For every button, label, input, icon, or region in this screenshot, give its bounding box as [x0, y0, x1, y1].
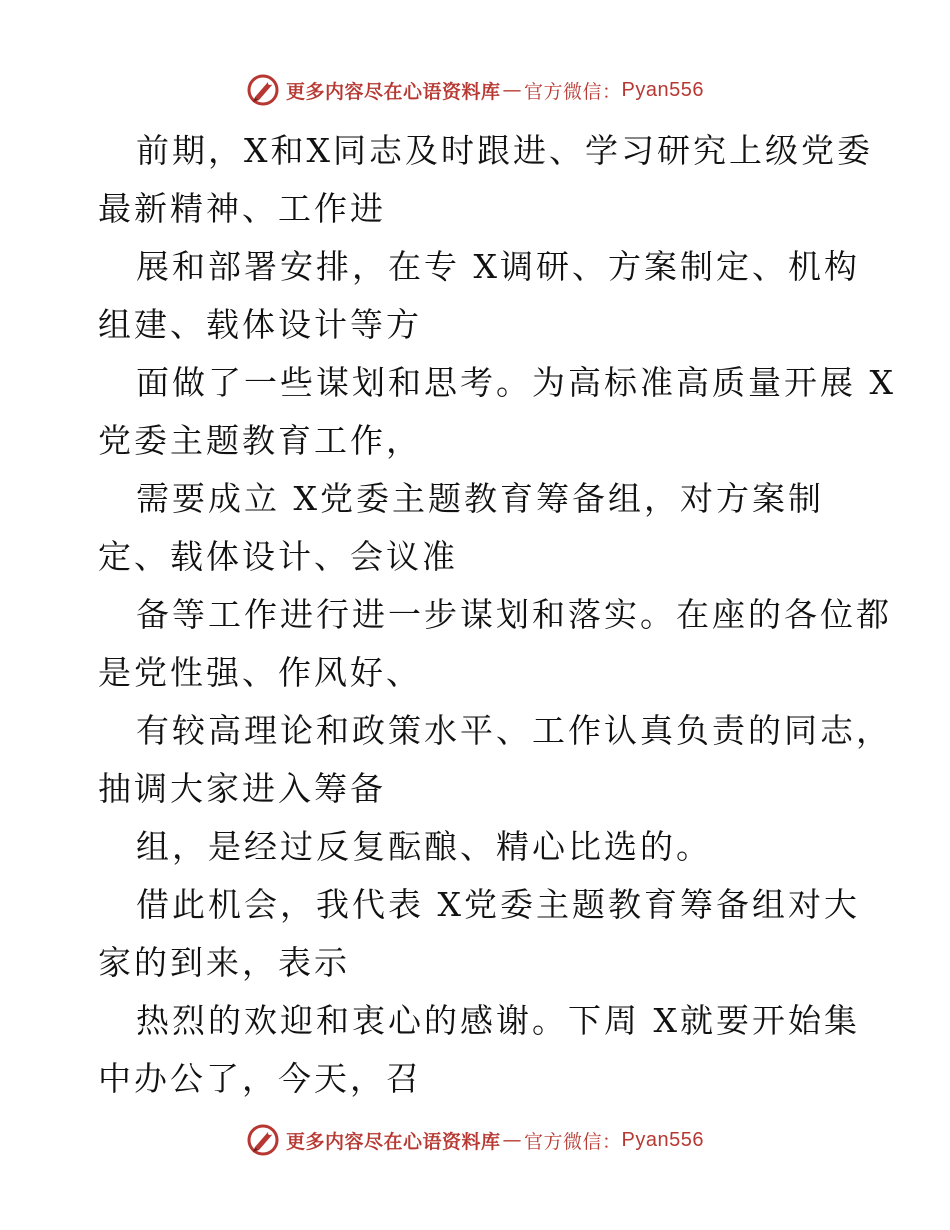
document-body: [98, 122, 896, 1108]
paragraph-line: 定、载体设计、会议准: [98, 537, 458, 576]
header-watermark-dash: —: [502, 79, 523, 101]
paragraph-line: 前期，X和X同志及时跟进、学习研究上级党委: [136, 131, 873, 170]
footer-watermark-id: Pyan556: [621, 1128, 704, 1151]
paragraph-line: 家的到来，表示: [98, 943, 350, 982]
header-watermark-id: Pyan556: [621, 78, 704, 101]
header-watermark-official: 官方微信：: [524, 80, 622, 103]
paragraph-line: 借此机会，我代表 X党委主题教育筹备组对大: [136, 885, 860, 924]
footer-watermark-official: 官方微信：: [524, 1130, 622, 1153]
paragraph-line: 是党性强、作风好、: [98, 653, 422, 692]
header-watermark-main: 更多内容尽在心语资料库: [286, 80, 501, 103]
paragraph-line: 组建、载体设计等方: [98, 305, 422, 344]
paragraph-line: 需要成立 X党委主题教育筹备组，对方案制: [136, 479, 824, 518]
paragraph-line: 有较高理论和政策水平、工作认真负责的同志，: [136, 711, 892, 750]
paragraph-line: 展和部署安排，在专 X调研、方案制定、机构: [136, 247, 860, 286]
paragraph-line: 党委主题教育工作，: [98, 421, 422, 460]
paragraph-line: 备等工作进行进一步谋划和落实。在座的各位都: [136, 595, 892, 634]
pen-logo-icon: [246, 73, 280, 107]
paragraph-line: 热烈的欢迎和衷心的感谢。下周 X就要开始集: [136, 1001, 860, 1040]
pen-logo-icon: [246, 1123, 280, 1157]
footer-watermark-dash: —: [502, 1129, 523, 1151]
paragraph-line: 抽调大家进入筹备: [98, 769, 386, 808]
page-header-watermark: [0, 70, 950, 110]
paragraph-line: 面做了一些谋划和思考。为高标准高质量开展 X: [136, 363, 896, 402]
footer-watermark-main: 更多内容尽在心语资料库: [286, 1130, 501, 1153]
paragraph-line: 组，是经过反复酝酿、精心比选的。: [136, 827, 712, 866]
paragraph-line: 中办公了，今天，召: [98, 1059, 422, 1098]
page-footer-watermark: [0, 1120, 950, 1160]
paragraph-line: 最新精神、工作进: [98, 189, 386, 228]
header-watermark-text: [286, 77, 704, 104]
footer-watermark-text: [286, 1127, 704, 1154]
